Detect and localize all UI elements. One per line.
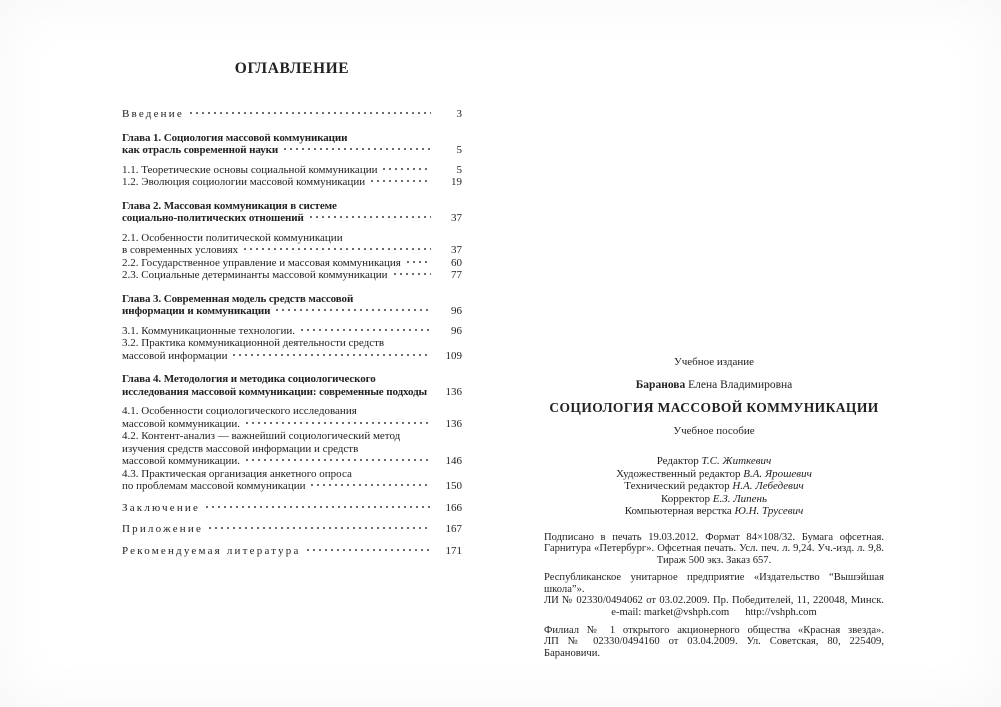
colophon-page (544, 356, 884, 665)
toc-entry-last-line (122, 386, 462, 399)
toc-entry (122, 257, 462, 270)
dot-leader (188, 108, 431, 117)
credits-list (544, 455, 884, 518)
toc-entry-line: 4.3. Практическая организация анкетного опроса (122, 467, 352, 480)
imprint-line: Тираж 500 экз. Заказ 657. (656, 554, 772, 566)
toc-entry-last-line (122, 502, 462, 515)
toc-page-number: 5 (456, 144, 462, 156)
dot-leader (244, 418, 431, 427)
dot-leader (204, 502, 431, 511)
toc-entry-last-line (122, 212, 462, 225)
toc-entry-text: Рекомендуемая литература (122, 544, 301, 557)
imprint-block (544, 572, 884, 618)
credit-role: Технический редактор (624, 480, 733, 492)
toc-entry-last-line (122, 418, 462, 431)
credit-line (544, 505, 884, 518)
toc-entry-line: 2.1. Особенности политической коммуникации (122, 231, 343, 244)
toc-entry-text: 1.2. Эволюция социологии массовой коммуникации (122, 176, 366, 188)
credit-line (544, 493, 884, 506)
imprint-line: Филиал № 1 открытого акционерного общества «Красная звезда». (544, 624, 884, 636)
toc-entry-last-line (122, 305, 462, 318)
credit-role: Компьютерная верстка (624, 505, 735, 517)
imprint-block (544, 625, 884, 660)
credit-name: Н.А. Лебедевич (732, 480, 804, 492)
toc-page-number: 19 (451, 176, 462, 188)
toc-entry-text: Приложение (122, 523, 204, 535)
toc-entry (122, 405, 462, 430)
toc-entry-text: массовой коммуникации. (122, 455, 241, 467)
toc-page-number: 3 (456, 108, 462, 120)
toc-entry-text: по проблемам массовой коммуникации (122, 480, 306, 492)
imprint-line: ЛИ № 02330/0494062 от 03.02.2009. Пр. Победителей, 11, 220048, Минск. (544, 595, 884, 607)
imprint-blocks (544, 532, 884, 660)
toc-entry-last-line (122, 269, 462, 282)
toc-entry-text: массовой коммуникации. (122, 417, 241, 430)
toc-page-number: 150 (445, 480, 462, 492)
toc-title: ОГЛАВЛЕНИЕ (234, 60, 350, 77)
author-name (544, 378, 884, 392)
toc-entry-line: Глава 3. Современная модель средств массовой (122, 292, 354, 305)
toc-entry-last-line (122, 144, 462, 157)
toc-entry-line: 4.2. Контент-анализ — важнейший социологический метод (122, 430, 401, 442)
toc-entry (122, 200, 462, 225)
imprint-block (544, 532, 884, 567)
toc-entry-line: 4.1. Особенности социологического исследования (122, 405, 357, 417)
toc-entry-line: Глава 2. Массовая коммуникация в системе (122, 199, 337, 212)
toc-page-number: 77 (451, 269, 462, 281)
toc-entry (122, 293, 462, 318)
credit-name: Т.С. Житкевич (701, 455, 772, 467)
toc-entry (122, 132, 462, 157)
toc-entry-last-line (122, 325, 462, 338)
edition-type: Учебное издание (673, 356, 755, 368)
dot-leader (392, 269, 432, 278)
credit-line (544, 480, 884, 493)
imprint-line: Гарнитура «Петербург». Офсетная печать. Усл. печ. л. 9,24. Уч.-изд. л. 9,8. (544, 543, 884, 555)
toc-page-number: 167 (445, 523, 462, 535)
toc-entry (122, 108, 462, 121)
dot-leader (299, 325, 431, 334)
toc-entry-last-line (122, 244, 462, 257)
dot-leader (282, 144, 431, 153)
dot-leader (242, 244, 431, 253)
toc-entry-text: Заключение (122, 501, 201, 514)
toc-entry-last-line (122, 523, 462, 536)
credit-line (544, 455, 884, 468)
dot-leader (369, 176, 431, 185)
toc-entry-line: изучения средств массовой информации и средств (122, 442, 359, 455)
toc-page-number: 5 (456, 163, 462, 176)
toc-entry (122, 337, 462, 362)
dot-leader (305, 545, 431, 554)
toc-entry-line: Глава 4. Методология и методика социологического (122, 373, 376, 385)
toc-entry-last-line (122, 545, 462, 558)
toc-page-number: 96 (451, 305, 462, 317)
imprint-line: e-mail: market@vshph.com http://vshph.com (611, 607, 817, 619)
toc-entry (122, 523, 462, 536)
toc-page-number: 109 (445, 349, 462, 362)
toc-entry-text: Введение (122, 108, 184, 120)
toc-page-number: 146 (445, 455, 462, 467)
toc-entry (122, 468, 462, 493)
credit-name: Ю.Н. Трусевич (734, 505, 804, 517)
toc-entry-text: 2.3. Социальные детерминанты массовой коммуникации (122, 269, 388, 281)
toc-entry (122, 164, 462, 177)
toc-entry-line: 3.2. Практика коммуникационной деятельности средств (122, 337, 385, 349)
toc-page-number: 171 (445, 544, 462, 557)
toc-page-number: 37 (451, 212, 462, 224)
imprint-line: Республиканское унитарное предприятие «Издательство “Вышэйшая школа”». (544, 572, 884, 595)
toc-entry (122, 269, 462, 282)
toc-entry-text: массовой информации (122, 349, 228, 362)
toc-entry-text: социально-политических отношений (122, 212, 304, 224)
toc-list (122, 108, 462, 557)
credit-name: В.А. Ярошевич (743, 467, 812, 480)
dot-leader (207, 523, 431, 532)
book-subtitle: Учебное пособие (673, 425, 755, 437)
imprint-line: ЛП № 02330/0494160 от 03.04.2009. Ул. Советская, 80, 225409, Барановичи. (544, 636, 884, 659)
toc-entry-last-line (122, 455, 462, 468)
credit-role: Корректор (660, 492, 713, 505)
toc-entry (122, 430, 462, 468)
credit-line (544, 468, 884, 481)
toc-entry-last-line (122, 108, 462, 121)
dot-leader (405, 257, 431, 266)
imprint-line: Подписано в печать 19.03.2012. Формат 84×108/32. Бумага офсетная. (544, 531, 884, 543)
toc-entry (122, 545, 462, 558)
toc-page-number: 96 (451, 324, 462, 337)
toc-entry-line: Глава 1. Социология массовой коммуникации (122, 131, 348, 144)
toc-page-number: 136 (445, 385, 462, 398)
toc-entry-text: в современных условиях (122, 244, 239, 256)
credit-name: Е.З. Липень (712, 492, 767, 505)
toc-entry (122, 373, 462, 398)
toc-entry (122, 325, 462, 338)
toc-entry-last-line (122, 480, 462, 493)
author-surname: Баранова (635, 379, 686, 391)
credit-role: Художественный редактор (616, 467, 744, 480)
dot-leader (308, 212, 431, 221)
author-given-names: Елена Владимировна (688, 379, 793, 391)
toc-entry (122, 502, 462, 515)
toc-entry-last-line (122, 350, 462, 363)
book-title: СОЦИОЛОГИЯ МАССОВОЙ КОММУНИКАЦИИ (549, 400, 879, 415)
dot-leader (309, 480, 431, 489)
toc-page (122, 60, 462, 557)
dot-leader (381, 164, 431, 173)
toc-entry-text: информации и коммуникации (122, 305, 271, 317)
toc-page-number: 136 (445, 417, 462, 430)
credit-role: Редактор (656, 455, 702, 467)
dot-leader (231, 350, 431, 359)
toc-entry-text: 1.1. Теоретические основы социальной коммуникации (122, 163, 378, 176)
toc-page-number: 37 (451, 244, 462, 256)
dot-leader (274, 305, 431, 314)
toc-entry-last-line (122, 176, 462, 189)
toc-entry (122, 176, 462, 189)
toc-entry (122, 232, 462, 257)
toc-entry-text: как отрасль современной науки (122, 144, 279, 156)
toc-entry-text: 3.1. Коммуникационные технологии. (122, 324, 295, 337)
dot-leader (244, 455, 431, 464)
toc-entry-text: исследования массовой коммуникации: современные подходы (122, 385, 428, 398)
toc-page-number: 166 (445, 501, 462, 514)
toc-entry-text: 2.2. Государственное управление и массовая коммуникация (122, 256, 401, 269)
toc-entry-last-line (122, 257, 462, 270)
toc-page-number: 60 (451, 256, 462, 269)
toc-entry-last-line (122, 164, 462, 177)
